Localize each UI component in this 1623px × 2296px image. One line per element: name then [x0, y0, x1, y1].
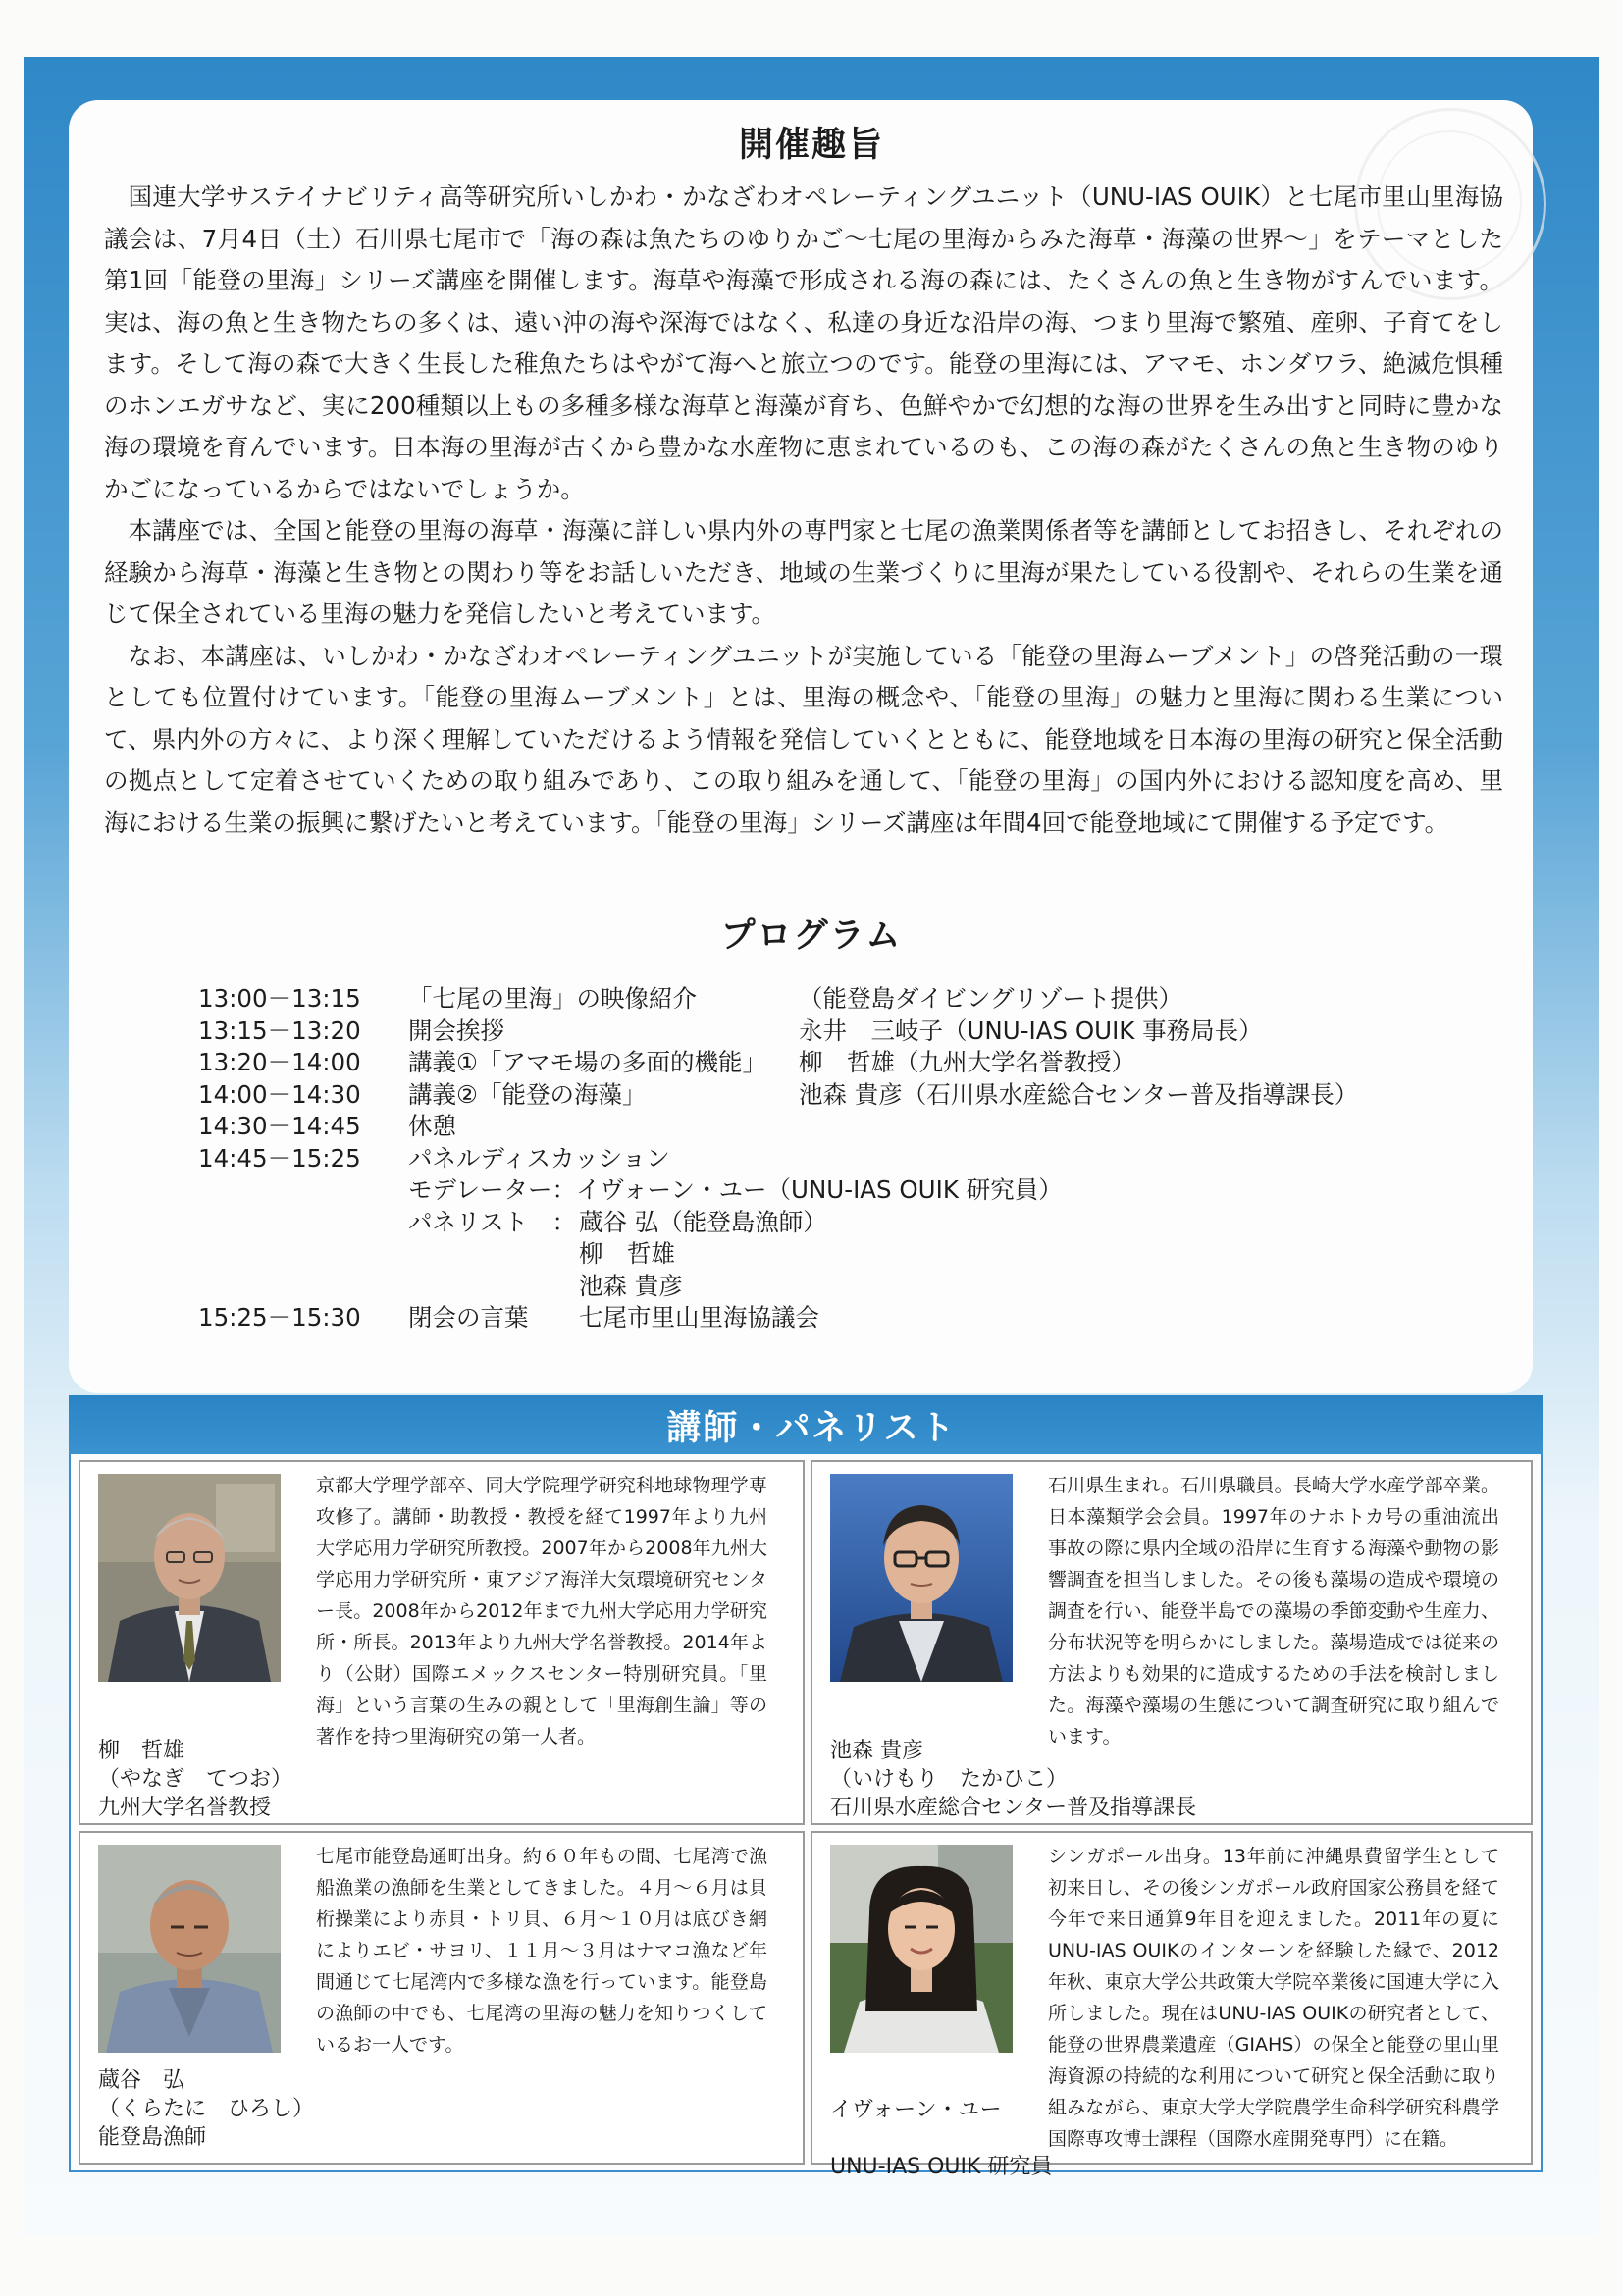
program-item: 閉会の言葉	[408, 1303, 529, 1331]
lecturer-card	[811, 1460, 1533, 1825]
program-person: 七尾市里山里海協議会	[579, 1303, 819, 1331]
program-time: 14:30－14:45	[198, 1112, 361, 1140]
lecturer-affiliation: 能登島漁師	[98, 2125, 207, 2150]
program-title: プログラム	[720, 916, 903, 956]
lecturer-name-block	[98, 2066, 314, 2152]
purpose-paragraph: 本講座では、全国と能登の里海の海草・海藻に詳しい県内外の専門家と七尾の漁業関係者等を講師としてお招きし、それぞれの経験から海草・海藻と生き物との関わり等をお話しいただき、地域の生業づくりに里海が果たしている役割や、それらの生業を通じて保全されている里海の魅力を発信したいと考えています。	[104, 516, 1503, 628]
lecturer-reading: （いけもり たかひこ）	[830, 1767, 1069, 1792]
lecturer-affiliation: 九州大学名誉教授	[98, 1796, 272, 1820]
program-time: 13:15－13:20	[198, 1016, 361, 1045]
purpose-body	[104, 177, 1503, 844]
program-item: 講義②「能登の海藻」	[408, 1079, 647, 1109]
program-person: 柳 哲雄（九州大学名誉教授）	[799, 1048, 1135, 1076]
lecturer-card	[79, 1831, 805, 2165]
program-person: 池森 貴彦（石川県水産総合センター普及指導課長）	[799, 1079, 1359, 1109]
panelist-label: パネリスト ：	[408, 1207, 577, 1236]
lecturers-title: 講師・パネリスト	[666, 1409, 957, 1448]
program-time: 13:20－14:00	[198, 1048, 361, 1076]
lecturer-photo	[98, 1474, 281, 1682]
lecturer-bio: 石川県生まれ。石川県職員。長崎大学水産学部卒業。日本藻類学会会員。1997年のナホトカ号の重油流出事故の際に県内全域の沿岸に生育する海藻や動物の影響調査を担当しました。その後も藻場の造成や環境の調査を行い、能登半島での藻場の季節変動や生産力、分布状況等を明らかにしました。藻場造成では従来の方法よりも効果的に造成するための手法を検討しました。海藻や藻場の生態について調査研究に取り組んでいます。	[1048, 1475, 1499, 1748]
lecturer-photo	[98, 1845, 281, 2053]
purpose-paragraph: なお、本講座は、いしかわ・かなざわオペレーティングユニットが実施している「能登の里海ムーブメント」の啓発活動の一環としても位置付けています。「能登の里海ムーブメント」とは、里海の概念や、「能登の里海」の魅力と里海に関わる生業について、県内外の方々に、より深く理解していただけるよう情報を発信していくとともに、能登地域を日本海の里海の研究と保全活動の拠点として定着させていくための取り組みであり、この取り組みを通して、「能登の里海」の国内外における認知度を高め、里海における生業の振興に繋げたいと考えています。「能登の里海」シリーズ講座は年間4回で能登地域にて開催する予定です。	[104, 641, 1503, 837]
lecturer-photo	[830, 1845, 1013, 2053]
lecturer-photo	[830, 1474, 1013, 1682]
lecturer-name-block	[98, 1737, 292, 1822]
lecturer-bio: 京都大学理学部卒、同大学院理学研究科地球物理学専攻修了。講師・助教授・教授を経て1997年より九州大学応用力学研究所教授。2007年から2008年九州大学応用力学研究所・東アジア海洋大気環境研究センター長。2008年から2012年まで九州大学応用力学研究所・所長。2013年より九州大学名誉教授。2014年より（公財）国際エメックスセンター特別研究員。「里海」という言葉の生みの親として「里海創生論」等の著作を持つ里海研究の第一人者。	[316, 1475, 767, 1748]
lecturer-name: 蔵谷 弘	[98, 2068, 185, 2093]
lecturer-name-block	[830, 2096, 1052, 2181]
lecturer-name: 池森 貴彦	[830, 1739, 923, 1763]
lecturer-name: イヴォーン・ユー	[830, 2098, 1002, 2122]
lecturer-affiliation: UNU-IAS OUIK 研究員	[830, 2155, 1053, 2179]
program-item: 開会挨拶	[408, 1016, 504, 1045]
lecturer-card	[79, 1460, 805, 1825]
panelist-name: 柳 哲雄	[579, 1239, 675, 1268]
lecturer-reading: （くらたに ひろし）	[98, 2097, 315, 2121]
program-time: 14:45－15:25	[198, 1143, 361, 1173]
lecturer-card	[811, 1831, 1533, 2179]
lecturer-reading	[830, 2124, 1052, 2153]
program-time: 13:00－13:15	[198, 984, 361, 1013]
program-item: 「七尾の里海」の映像紹介	[408, 984, 697, 1013]
moderator-line: モデレーター：イヴォーン・ユー（UNU-IAS OUIK 研究員）	[408, 1175, 1063, 1204]
lecturer-affiliation: 石川県水産総合センター普及指導課長	[830, 1796, 1197, 1820]
panelist-name: 蔵谷 弘（能登島漁師）	[579, 1207, 827, 1236]
program-time: 15:25－15:30	[198, 1303, 361, 1331]
purpose-title: 開催趣旨	[738, 126, 884, 165]
purpose-paragraph: 国連大学サステイナビリティ高等研究所いしかわ・かなざわオペレーティングユニット（UNU-IAS OUIK）と七尾市里山里海協議会は、7月4日（土）石川県七尾市で「海の森は魚たちのゆりかご～七尾の里海からみた海草・海藻の世界～」をテーマとした第1回「能登の里海」シリーズ講座を開催します。海草や海藻で形成される海の森には、たくさんの魚と生き物がすんでいます。実は、海の魚と生き物たちの多くは、遠い沖の海や深海ではなく、私達の身近な沿岸の海、つまり里海で繁殖、産卵、子育てをします。そして海の森で大きく生長した稚魚たちはやがて海へと旅立つのです。能登の里海には、アマモ、ホンダワラ、絶滅危惧種のホンエガサなど、実に200種類以上もの多種多様な海草と海藻が育ち、色鮮やかで幻想的な海の世界を生み出すと同時に豊かな海の環境を育んでいます。日本海の里海が古くから豊かな水産物に恵まれているのも、この海の森がたくさんの魚と生き物のゆりかごになっているからではないでしょうか。	[104, 183, 1503, 503]
lecturer-bio: 七尾市能登島通町出身。約６０年もの間、七尾湾で漁船漁業の漁師を生業としてきました。４月～６月は貝桁操業により赤貝・トリ貝、６月～１０月は底びき網によりエビ・サヨリ、１１月～３月はナマコ漁など年間通じて七尾湾内で多様な漁を行っています。能登島の漁師の中でも、七尾湾の里海の魅力を知りつくしているお一人です。	[316, 1846, 767, 2056]
program-item: 講義①「アマモ場の多面的機能」	[408, 1048, 766, 1076]
program-item: パネルディスカッション	[408, 1143, 670, 1173]
program-item: 休憩	[408, 1112, 456, 1140]
lecturer-name-block	[830, 1737, 1196, 1822]
program-time: 14:00－14:30	[198, 1079, 361, 1109]
lecturer-bio: シンガポール出身。13年前に沖縄県費留学生として初来日し、その後シンガポール政府国家公務員を経て今年で来日通算9年目を迎えました。2011年の夏にUNU-IAS OUIKのインターンを経験した縁で、2012年秋、東京大学公共政策大学院卒業後に国連大学に入所しました。現在はUNU-IAS OUIKの研究者として、能登の世界農業遺産（GIAHS）の保全と能登の里山里海資源の持続的な利用について研究と保全活動に取り組みながら、東京大学大学院農学生命科学研究科農学国際専攻博士課程（国際水産開発専門）に在籍。	[1048, 1846, 1499, 2150]
lecturer-name: 柳 哲雄	[98, 1739, 185, 1763]
panelist-name: 池森 貴彦	[579, 1271, 683, 1300]
program-person: （能登島ダイビングリゾート提供）	[799, 984, 1183, 1013]
program-person: 永井 三岐子（UNU-IAS OUIK 事務局長）	[799, 1016, 1263, 1045]
lecturer-reading: （やなぎ てつお）	[98, 1767, 293, 1792]
